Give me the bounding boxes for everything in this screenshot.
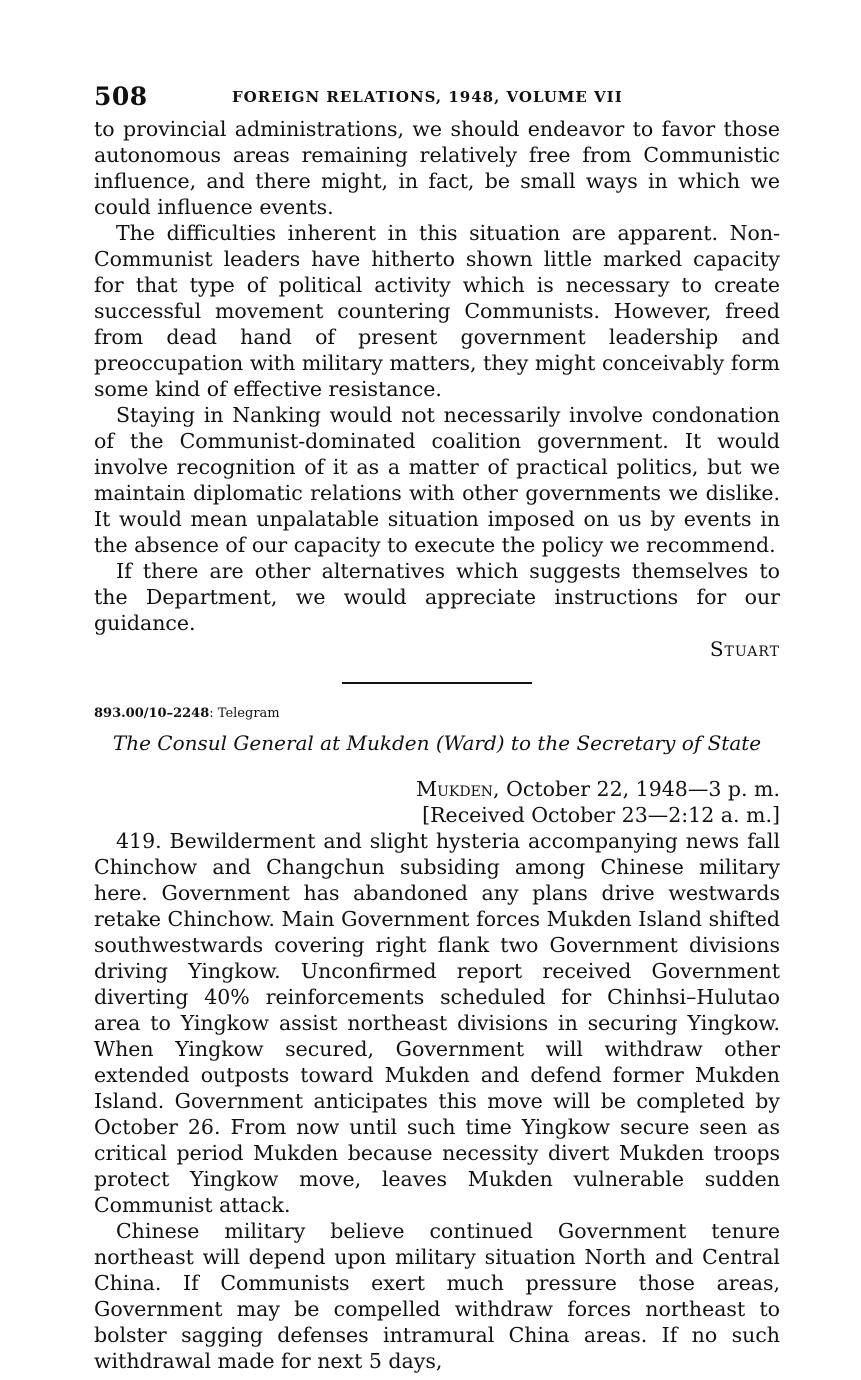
signature-name: Stuart [709, 637, 780, 661]
dateline [94, 776, 780, 802]
continuation-text [94, 116, 780, 636]
continuation-paragraph-2: The difficulties inherent in this situation are apparent. Non-Communist leaders have hitherto shown little marked capacity for that type of political activity which is necessary to create successful movement countering Communists. However, freed from dead hand of present government leadership and preoccupation with military matters, they might conceivably form some kind of effective resistance. [94, 221, 780, 401]
telegram-paragraph-2: Chinese military believe continued Government tenure northeast will depend upon military situation North and Central China. If Communists exert much pressure those areas, Government may be compelled withdraw forces northeast to bolster sagging defenses intramural China areas. If no such withdrawal made for next 5 days, [94, 1219, 780, 1373]
continuation-paragraph-3: Staying in Nanking would not necessarily involve condonation of the Communist-dominated coalition government. It would involve recognition of it as a matter of practical politics, but we maintain diplomatic relations with other governments we dislike. It would mean unpalatable situation imposed on us by events in the absence of our capacity to execute the policy we recommend. [94, 403, 780, 557]
dateline-date: October 22, 1948—3 p. m. [506, 777, 780, 801]
running-head [94, 80, 780, 116]
file-number: 893.00/10–2248 [94, 706, 210, 721]
dateline-place: Mukden, [416, 777, 500, 801]
continuation-paragraph-1: to provincial administrations, we should endeavor to favor those autonomous areas remaining relatively free from Communistic influence, and there might, in fact, be small ways in which we could influence events. [94, 117, 780, 219]
document-type: : Telegram [209, 706, 280, 721]
file-reference [94, 704, 780, 724]
received-line: [Received October 23—2:12 a. m.] [422, 803, 780, 827]
telegram-text [94, 828, 780, 1374]
document-page [94, 80, 780, 1374]
page-number: 508 [94, 82, 148, 111]
document-title: The Consul General at Mukden (Ward) to the Secretary of State [112, 731, 762, 755]
continuation-paragraph-4: If there are other alternatives which suggests themselves to the Department, we would appreciate instructions for our guidance. [94, 559, 780, 635]
running-title: FOREIGN RELATIONS, 1948, VOLUME VII [232, 88, 623, 106]
section-divider [342, 682, 532, 684]
telegram-paragraph-1: 419. Bewilderment and slight hysteria accompanying news fall Chinchow and Changchun subsiding among Chinese military here. Government has abandoned any plans drive westwards retake Chinchow. Main Government forces Mukden Island shifted southwestwards covering right flank two Government divisions driving Yingkow. Unconfirmed report received Government diverting 40% reinforcements scheduled for Chinhsi–Hulutao area to Yingkow assist northeast divisions in securing Yingkow. When Yingkow secured, Government will withdraw other extended outposts toward Mukden and defend former Mukden Island. Government anticipates this move will be completed by October 26. From now until such time Yingkow secure seen as critical period Mukden because necessity divert Mukden troops protect Yingkow move, leaves Mukden vulnerable sudden Communist attack. [94, 829, 780, 1217]
signature [94, 636, 780, 664]
